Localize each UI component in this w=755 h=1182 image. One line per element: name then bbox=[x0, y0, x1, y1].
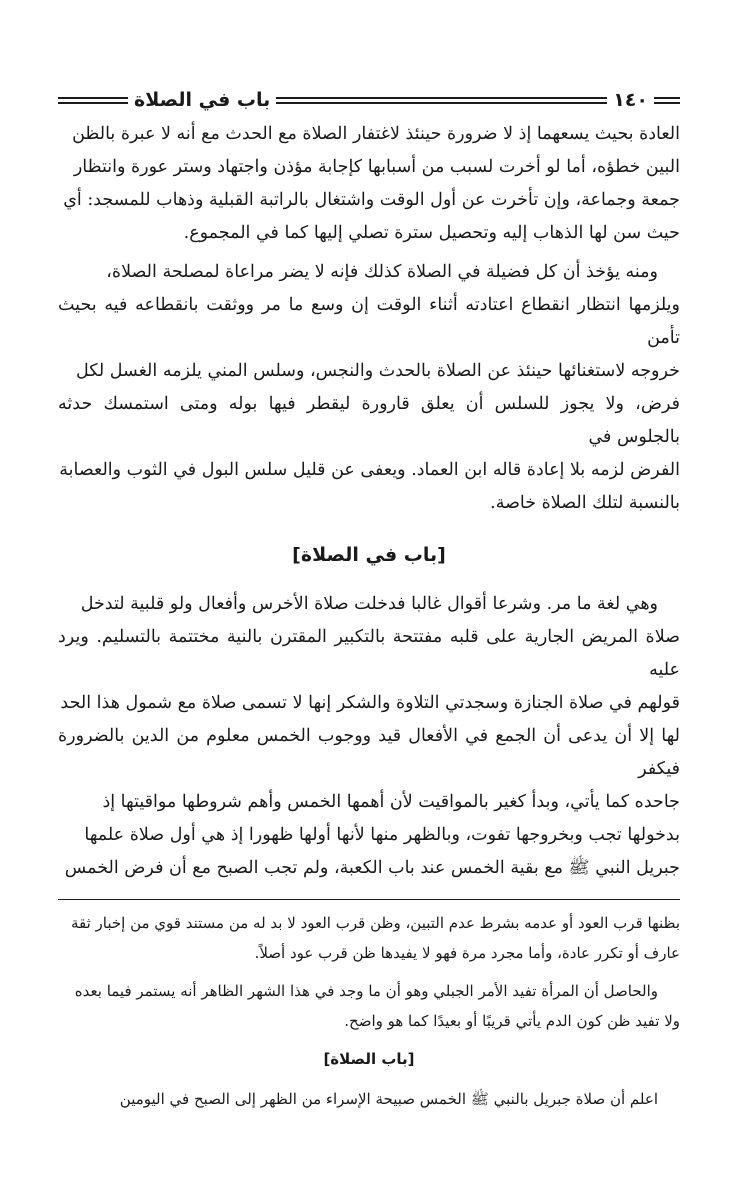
text-line: لها إلا أن يدعى أن الجمع في الأفعال قيد ووجوب الخمس معلوم من الدين بالضرورة فيكفر bbox=[58, 726, 680, 779]
header-rule-left bbox=[58, 97, 128, 104]
running-header bbox=[58, 82, 680, 118]
text-line: صلاة المريض الجارية على قلبه مفتتحة بالتكبير المقترن بالنية مختتمة بالتسليم. ويرد عليه bbox=[58, 627, 680, 680]
footnote-line: والحاصل أن المرأة تفيد الأمر الجبلي وهو أن ما وجد في هذا الشهر الظاهر أنه يستمر فيما بعده bbox=[74, 982, 658, 1000]
text-line: بدخولها تجب وبخروجها تفوت، وبالظهر منها لأنها أولها ظهورا إذ هي أول صلاة علمها bbox=[84, 825, 680, 845]
book-page bbox=[58, 82, 680, 1122]
text-line: الفرض لزمه بلا إعادة قاله ابن العماد. ويعفى عن قليل سلس البول في الثوب والعصابة bbox=[59, 460, 680, 480]
footnote-paragraph-2 bbox=[58, 976, 680, 1036]
text-line: خروجه لاستغنائها حينئذ عن الصلاة بالحدث والنجس، وسلس المني يلزمه الغسل لكل bbox=[75, 361, 680, 381]
text-line: وهي لغة ما مر. وشرعا أقوال غالبا فدخلت صلاة الأخرس وأفعال ولو قلبية لتدخل bbox=[80, 594, 658, 614]
text-line: جاحده كما يأتي، وبدأ كغير بالمواقيت لأن أهمها الخمس وأهم شروطها مواقيتها إذ bbox=[102, 792, 680, 812]
footnotes bbox=[58, 908, 680, 1114]
footnote-line: ولا تفيد ظن كون الدم يأتي قريبًا أو بعيدًا كما هو واضح. bbox=[344, 1012, 680, 1030]
paragraph-1 bbox=[58, 118, 680, 250]
footnote-line: اعلم أن صلاة جبريل بالنبي ﷺ الخمس صبيحة الإسراء من الظهر إلى الصبح في اليومين bbox=[119, 1090, 658, 1108]
text-line: العادة بحيث يسعهما إذ لا ضرورة حينئذ لاغتفار الصلاة مع الحدث مع أنه لا عبرة بالظن bbox=[72, 124, 680, 144]
header-rule-right bbox=[654, 97, 680, 104]
footnote-paragraph-1 bbox=[58, 908, 680, 968]
text-line: فرض، ولا يجوز للسلس أن يعلق قارورة ليقطر فيها بوله ومتى استمسك حدثه بالجلوس في bbox=[58, 394, 680, 447]
footnote-line: بظنها قرب العود أو عدمه بشرط عدم التبين، وظن قرب العود لا بد له من مستند قوي من إخبار ثقة bbox=[70, 914, 680, 932]
text-line: قولهم في صلاة الجنازة وسجدتي التلاوة والشكر إنها لا تسمى صلاة مع شمول هذا الحد bbox=[60, 693, 680, 713]
text-line: ومنه يؤخذ أن كل فضيلة في الصلاة كذلك فإنه لا يضر مراعاة لمصلحة الصلاة، bbox=[106, 262, 658, 282]
footnote-separator bbox=[58, 899, 680, 900]
text-line: حيث سن لها الذهاب إليه وتحصيل سترة تصلي إليها كما في المجموع. bbox=[183, 223, 680, 243]
text-line: جبريل النبي ﷺ مع بقية الخمس عند باب الكعبة، ولم تجب الصبح مع أن فرض الخمس bbox=[64, 858, 680, 878]
section-paragraph bbox=[58, 588, 680, 885]
section-heading: [باب في الصلاة] bbox=[292, 544, 446, 566]
text-line: بالنسبة لتلك الصلاة خاصة. bbox=[490, 493, 680, 513]
text-line: البين خطؤه، أما لو أخرت لسبب من أسبابها كإجابة مؤذن واجتهاد وستر عورة وانتظار bbox=[73, 157, 680, 177]
paragraph-2 bbox=[58, 256, 680, 520]
footnote-heading: [باب الصلاة] bbox=[323, 1050, 415, 1068]
text-line: جمعة وجماعة، وإن تأخرت عن أول الوقت واشتغال بالراتبة القبلية وذهاب للمسجد: أي bbox=[63, 190, 680, 210]
header-rule-middle bbox=[276, 97, 607, 104]
chapter-title: باب في الصلاة bbox=[134, 89, 271, 111]
footnote-paragraph-3 bbox=[58, 1084, 680, 1114]
text-line: ويلزمها انتظار انقطاع اعتادته أثناء الوقت إن وسع ما مر ووثقت بانقطاعه فيه بحيث تأمن bbox=[58, 295, 680, 348]
page-number: ١٤٠ bbox=[613, 89, 648, 111]
footnote-line: عارف أو تكرر عادة، وأما مجرد مرة فهو لا يفيدها ظن قرب عود أصلاً. bbox=[254, 944, 680, 962]
